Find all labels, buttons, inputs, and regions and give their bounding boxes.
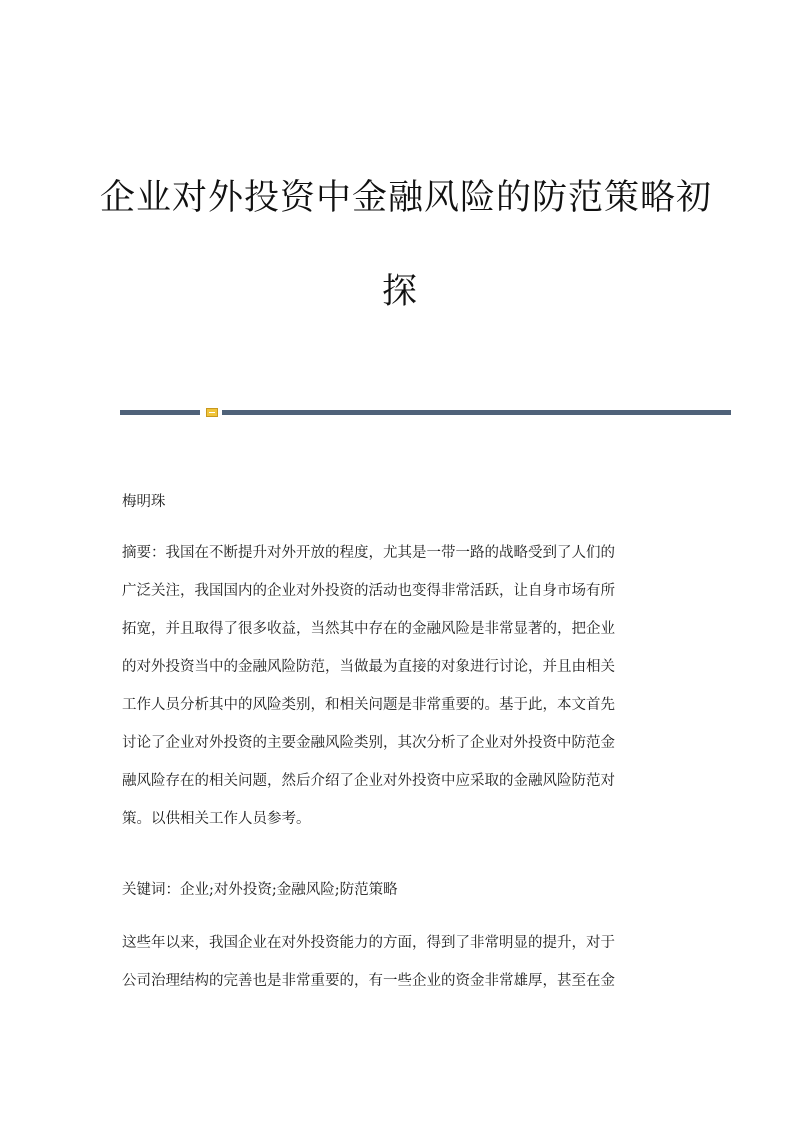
paper-title: [100, 178, 713, 312]
divider-ornament-icon: [206, 408, 218, 417]
abstract-line: 融风险存在的相关问题，然后介绍了企业对外投资中应采取的金融风险防范对: [122, 773, 615, 789]
abstract-line: 的对外投资当中的金融风险防范，当做最为直接的对象进行讨论，并且由相关: [122, 659, 615, 675]
divider-bar-left: [120, 410, 200, 415]
abstract-line: 拓宽，并且取得了很多收益，当然其中存在的金融风险是非常显著的，把企业: [122, 621, 615, 637]
intro-paragraph: [122, 933, 692, 1009]
author-name: 梅明珠: [122, 494, 166, 510]
intro-line: 这些年以来，我国企业在对外投资能力的方面，得到了非常明显的提升，对于: [122, 935, 615, 951]
abstract: [122, 543, 692, 847]
title-divider: [120, 408, 731, 418]
title-line-2: 探: [381, 272, 418, 312]
abstract-line: 工作人员分析其中的风险类别，和相关问题是非常重要的。基于此，本文首先: [122, 697, 615, 713]
abstract-line: 讨论了企业对外投资的主要金融风险类别，其次分析了企业对外投资中防范金: [122, 735, 615, 751]
abstract-line: 广泛关注，我国国内的企业对外投资的活动也变得非常活跃，让自身市场有所: [122, 583, 615, 599]
abstract-line: 摘要：我国在不断提升对外开放的程度，尤其是一带一路的战略受到了人们的: [122, 545, 615, 561]
intro-line: 公司治理结构的完善也是非常重要的，有一些企业的资金非常雄厚，甚至在金: [122, 973, 615, 989]
abstract-line: 策。以供相关工作人员参考。: [122, 811, 311, 827]
keywords: 关键词：企业;对外投资;金融风险;防范策略: [122, 882, 398, 898]
title-line-1: 企业对外投资中金融风险的防范策略初: [100, 178, 713, 218]
divider-bar-right: [222, 410, 731, 415]
